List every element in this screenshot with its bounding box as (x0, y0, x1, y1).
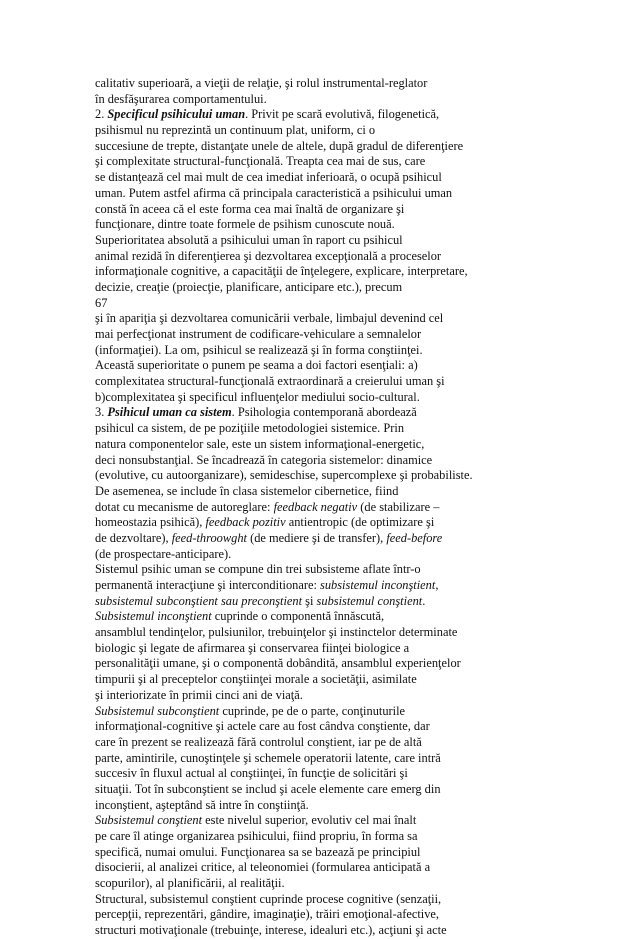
emphasis-text: Subsistemul subconştient (95, 703, 220, 718)
emphasis-text: feedback pozitiv (205, 515, 286, 530)
body-text: şi (302, 593, 317, 608)
text-line (95, 547, 615, 563)
text-line (95, 217, 615, 233)
text-line (95, 845, 615, 861)
body-text: disocierii, al analizei critice, al teleonomiei (formularea anticipată a (95, 860, 431, 875)
body-text: informaţional-cognitive şi actele care au fost cândva conştiente, dar (95, 719, 430, 734)
body-text: succesiune de trepte, distanţate unele de altele, după gradul de diferenţiere (95, 138, 464, 153)
body-text: 2. (95, 107, 108, 122)
body-text: pe care îl atinge organizarea psihicului, fiind propriu, în forma sa (95, 829, 418, 843)
body-text: funcţionare, dintre toate formele de psihism cunoscute nouă. (95, 217, 395, 232)
body-text: , (435, 578, 439, 592)
body-text: homeostazia psihică), (95, 515, 206, 530)
body-text: mai perfecţionat instrument de codificare-vehiculare a semnalelor (95, 327, 422, 341)
body-text: animal rezidă în diferenţierea şi dezvoltarea excepţională a proceselor (95, 248, 442, 263)
text-line (95, 358, 615, 374)
text-line (95, 766, 615, 782)
body-text: Această superioritate o punem pe seama a doi factori esenţiali: a) (95, 358, 418, 373)
body-text: situaţii. Tot în subconştient se includ şi acele elemente care emerg din (95, 781, 441, 796)
text-line (95, 484, 615, 500)
emphasis-text: Subsistemul inconştient (95, 609, 212, 624)
body-text: informaţionale cognitive, a capacităţii de înţelegere, explicare, interpretare, (95, 264, 468, 279)
text-line (95, 829, 615, 845)
body-text: în desfăşurarea comportamentului. (95, 91, 267, 106)
text-line (95, 468, 615, 484)
body-text: este nivelul superior, evolutiv cel mai înalt (202, 813, 417, 828)
body-text: succesiv în fluxul actual al conştiinţei, în funcţie de solicitări şi (95, 766, 408, 781)
text-line (95, 280, 615, 296)
body-text: care în prezent se realizează fără controlul conştient, iar pe de altă (95, 734, 422, 749)
body-text: De asemenea, se include în clasa sistemelor cibernetice, fiind (95, 483, 399, 498)
text-line (95, 374, 615, 390)
text-line (95, 311, 615, 327)
text-line (95, 656, 615, 672)
emphasis-text: Psihicul uman ca sistem (107, 405, 232, 420)
text-line (95, 923, 615, 939)
text-line (95, 860, 615, 876)
text-line (95, 202, 615, 218)
text-line (95, 578, 615, 594)
body-text: şi în apariţia şi dezvoltarea comunicării verbale, limbajul devenind cel (95, 311, 444, 326)
text-line (95, 123, 615, 139)
text-line (95, 327, 615, 343)
body-text: cuprinde o componentă înnăscută, (211, 609, 385, 624)
body-text: specifică, numai omului. Funcţionarea sa se bazează pe principiul (95, 844, 421, 859)
text-line (95, 907, 615, 923)
body-text: . (422, 593, 426, 608)
text-line (95, 170, 615, 186)
body-text: parte, amintirile, cunoştinţele şi schemele operatorii latente, care intră (95, 750, 441, 765)
body-text: permanentă interacţiune şi interconditionare: (95, 578, 321, 592)
emphasis-text: feedback negativ (273, 499, 358, 514)
body-text: inconştient, aşteptând să intre în conştiinţă. (95, 797, 309, 812)
body-text: şi complexitate structural-funcţională. Treapta cea mai de sus, care (95, 154, 426, 169)
body-text: complexitatea structural-funcţională extraordinară a creierului uman şi (95, 374, 445, 389)
body-text: (evolutive, cu autoorganizare), semideschise, supercomplexe şi probabiliste. (95, 468, 473, 483)
text-line (95, 735, 615, 751)
body-text: calitativ superioară, a vieţii de relaţie, şi rolul instrumental-reglator (95, 76, 428, 90)
body-text: se distanţează cel mai mult de cea imediat inferioară, o ocupă psihicul (95, 170, 442, 185)
emphasis-text: subsistemul conştient (316, 593, 423, 608)
body-text: deci nonsubstanţial. Se încadrează în categoria sistemelor: dinamice (95, 452, 433, 467)
body-text: uman. Putem astfel afirma că principala caracteristică a psihicului uman (95, 185, 453, 200)
text-line (95, 594, 615, 610)
text-line (95, 421, 615, 437)
text-line (95, 798, 615, 814)
body-text: biologic şi legate de afirmarea şi conservarea fiinţei biologice a (95, 640, 410, 655)
body-text: b)complexitatea şi specificul influenţelor mediului socio-cultural. (95, 389, 420, 404)
body-text: scopurilor), al planificării, al realităţii. (95, 876, 285, 891)
text-line (95, 296, 615, 312)
body-text: . Psihologia contemporană abordează (231, 405, 417, 420)
text-line (95, 249, 615, 265)
text-line (95, 92, 615, 108)
body-text: constă în aceea că el este forma cea mai înaltă de organizare şi (95, 201, 405, 216)
body-text: 67 (95, 295, 108, 310)
text-line (95, 390, 615, 406)
body-text: (informaţiei). La om, psihicul se realizează şi în forma conştiinţei. (95, 342, 423, 357)
text-line (95, 813, 615, 829)
body-text: natura componentelor sale, este un sistem informaţional-energetic, (95, 436, 425, 451)
body-text: structuri motivaţionale (trebuinţe, interese, idealuri etc.), acţiuni şi acte (95, 923, 447, 938)
text-line (95, 186, 615, 202)
body-text: (de stabilizare – (357, 499, 440, 514)
body-text: Superioritatea absolută a psihicului uman în raport cu psihicul (95, 232, 403, 247)
text-line (95, 641, 615, 657)
emphasis-text: subsistemul inconştient (320, 578, 436, 592)
body-text: ansamblul tendinţelor, pulsiunilor, trebuinţelor şi instinctelor determinate (95, 625, 458, 640)
body-text: personalităţii umane, şi o componentă dobândită, ansamblul experienţelor (95, 656, 461, 671)
emphasis-text: Subsistemul conştient (95, 813, 203, 828)
text-line (95, 562, 615, 578)
body-text: Sistemul psihic uman se compune din trei subsisteme aflate într-o (95, 562, 421, 577)
text-line (95, 107, 615, 123)
text-line (95, 139, 615, 155)
text-line (95, 892, 615, 908)
body-text: şi interiorizate în primii cinci ani de viaţă. (95, 687, 303, 702)
text-line (95, 76, 615, 92)
body-text: percepţii, reprezentări, gândire, imaginaţie), trăiri emoţional-afective, (95, 907, 440, 922)
emphasis-text: subsistemul subconştient sau preconştient (95, 593, 303, 608)
text-line (95, 154, 615, 170)
emphasis-text: Specificul psihicului uman (107, 107, 246, 122)
body-text: Structural, subsistemul conştient cuprinde procese cognitive (senzaţii, (95, 891, 442, 906)
text-line (95, 688, 615, 704)
text-line (95, 437, 615, 453)
body-text: dotat cu mecanisme de autoreglare: (95, 499, 274, 514)
emphasis-text: feed-before (386, 530, 443, 545)
text-line (95, 405, 615, 421)
body-text: cuprinde, pe de o parte, conţinuturile (219, 703, 406, 718)
emphasis-text: feed-throowght (171, 530, 247, 545)
body-text: (de mediere şi de transfer), (246, 530, 387, 545)
body-text: de dezvoltare), (95, 530, 172, 545)
text-line (95, 751, 615, 767)
text-line (95, 500, 615, 516)
text-line (95, 782, 615, 798)
body-text: . Privit pe scară evolutivă, filogenetică, (245, 107, 440, 122)
text-line (95, 719, 615, 735)
text-line (95, 672, 615, 688)
body-text: decizie, creaţie (proiecţie, planificare, anticipare etc.), precum (95, 279, 403, 294)
body-text: timpurii şi al preceptelor conştiinţei morale a societăţii, asimilate (95, 672, 417, 687)
text-line (95, 704, 615, 720)
text-line (95, 609, 615, 625)
text-line (95, 531, 615, 547)
text-line (95, 264, 615, 280)
text-line (95, 453, 615, 469)
body-text: psihismul nu reprezintă un continuum plat, uniform, ci o (95, 123, 376, 138)
text-line (95, 233, 615, 249)
text-line (95, 343, 615, 359)
body-text: psihicul ca sistem, de pe poziţiile metodologiei sistemice. Prin (95, 421, 405, 436)
body-text: antientropic (de optimizare şi (285, 515, 435, 530)
body-text: 3. (95, 405, 108, 420)
body-text: (de prospectare-anticipare). (95, 546, 232, 561)
text-line (95, 625, 615, 641)
text-line (95, 515, 615, 531)
text-line (95, 876, 615, 892)
document-page (95, 76, 615, 939)
